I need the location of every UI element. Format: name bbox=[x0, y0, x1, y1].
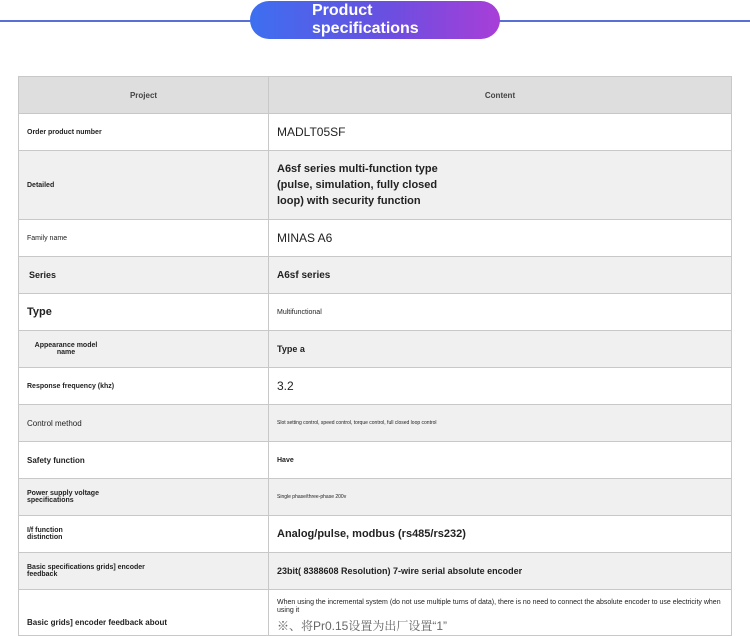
row-value: Slot setting control, speed control, torque control, full closed loop control bbox=[269, 405, 732, 442]
table-row bbox=[19, 114, 732, 151]
row-value: Single phase/three-phase 200v bbox=[269, 479, 732, 516]
table-row bbox=[19, 294, 732, 331]
row-label: Series bbox=[19, 257, 269, 294]
row-value: A6sf series multi-function type (pulse, simulation, fully closed loop) with security function bbox=[277, 163, 438, 207]
row-label: Safety function bbox=[19, 442, 269, 479]
table-row bbox=[19, 151, 732, 220]
row-label: Type bbox=[19, 294, 269, 331]
table-row bbox=[19, 405, 732, 442]
banner-title-line2: specifications bbox=[312, 20, 419, 37]
header-project: Project bbox=[19, 77, 269, 114]
section-title-banner bbox=[250, 1, 500, 39]
row-value-cell bbox=[269, 151, 732, 220]
table-row bbox=[19, 516, 732, 553]
table-row bbox=[19, 553, 732, 590]
row-label: Detailed bbox=[19, 151, 269, 220]
row-label: Response frequency (khz) bbox=[19, 368, 269, 405]
row-label-cell bbox=[19, 479, 269, 516]
table-row bbox=[19, 479, 732, 516]
header-content: Content bbox=[269, 77, 732, 114]
row-label-cell bbox=[19, 331, 269, 368]
row-value: When using the incremental system (do not use multiple turns of data), there is no need to connect the absolute encoder to use electricity when using it bbox=[277, 599, 721, 614]
table-header-row bbox=[19, 77, 732, 114]
table-row bbox=[19, 442, 732, 479]
spec-table bbox=[18, 76, 732, 636]
row-value-line2: ※、将Pr0.15设置为出厂设置“1” bbox=[277, 619, 448, 633]
row-value-cell bbox=[269, 590, 732, 636]
row-label: Appearance model name bbox=[34, 342, 98, 356]
row-label: Basic specifications grids] encoder feedback bbox=[27, 564, 145, 578]
row-value: 3.2 bbox=[269, 368, 732, 405]
row-value: Multifunctional bbox=[269, 294, 732, 331]
row-label: Order product number bbox=[19, 114, 269, 151]
row-value: 23bit( 8388608 Resolution) 7-wire serial absolute encoder bbox=[269, 553, 732, 590]
row-value: A6sf series bbox=[269, 257, 732, 294]
table-row bbox=[19, 590, 732, 636]
row-label-cell bbox=[19, 516, 269, 553]
row-label: Control method bbox=[19, 405, 269, 442]
table-row bbox=[19, 331, 732, 368]
row-label-cell bbox=[19, 553, 269, 590]
row-label: Power supply voltage specifications bbox=[27, 490, 99, 504]
table-row bbox=[19, 368, 732, 405]
row-value: MINAS A6 bbox=[269, 220, 732, 257]
row-label: Basic grids] encoder feedback about bbox=[19, 590, 269, 636]
row-value: Have bbox=[269, 442, 732, 479]
row-value: Analog/pulse, modbus (rs485/rs232) bbox=[269, 516, 732, 553]
row-value: MADLT05SF bbox=[269, 114, 732, 151]
row-label: Family name bbox=[19, 220, 269, 257]
banner-title-line1: Product bbox=[312, 2, 373, 19]
row-label: I/f function distinction bbox=[27, 527, 63, 541]
table-row bbox=[19, 220, 732, 257]
table-row bbox=[19, 257, 732, 294]
row-value: Type a bbox=[269, 331, 732, 368]
